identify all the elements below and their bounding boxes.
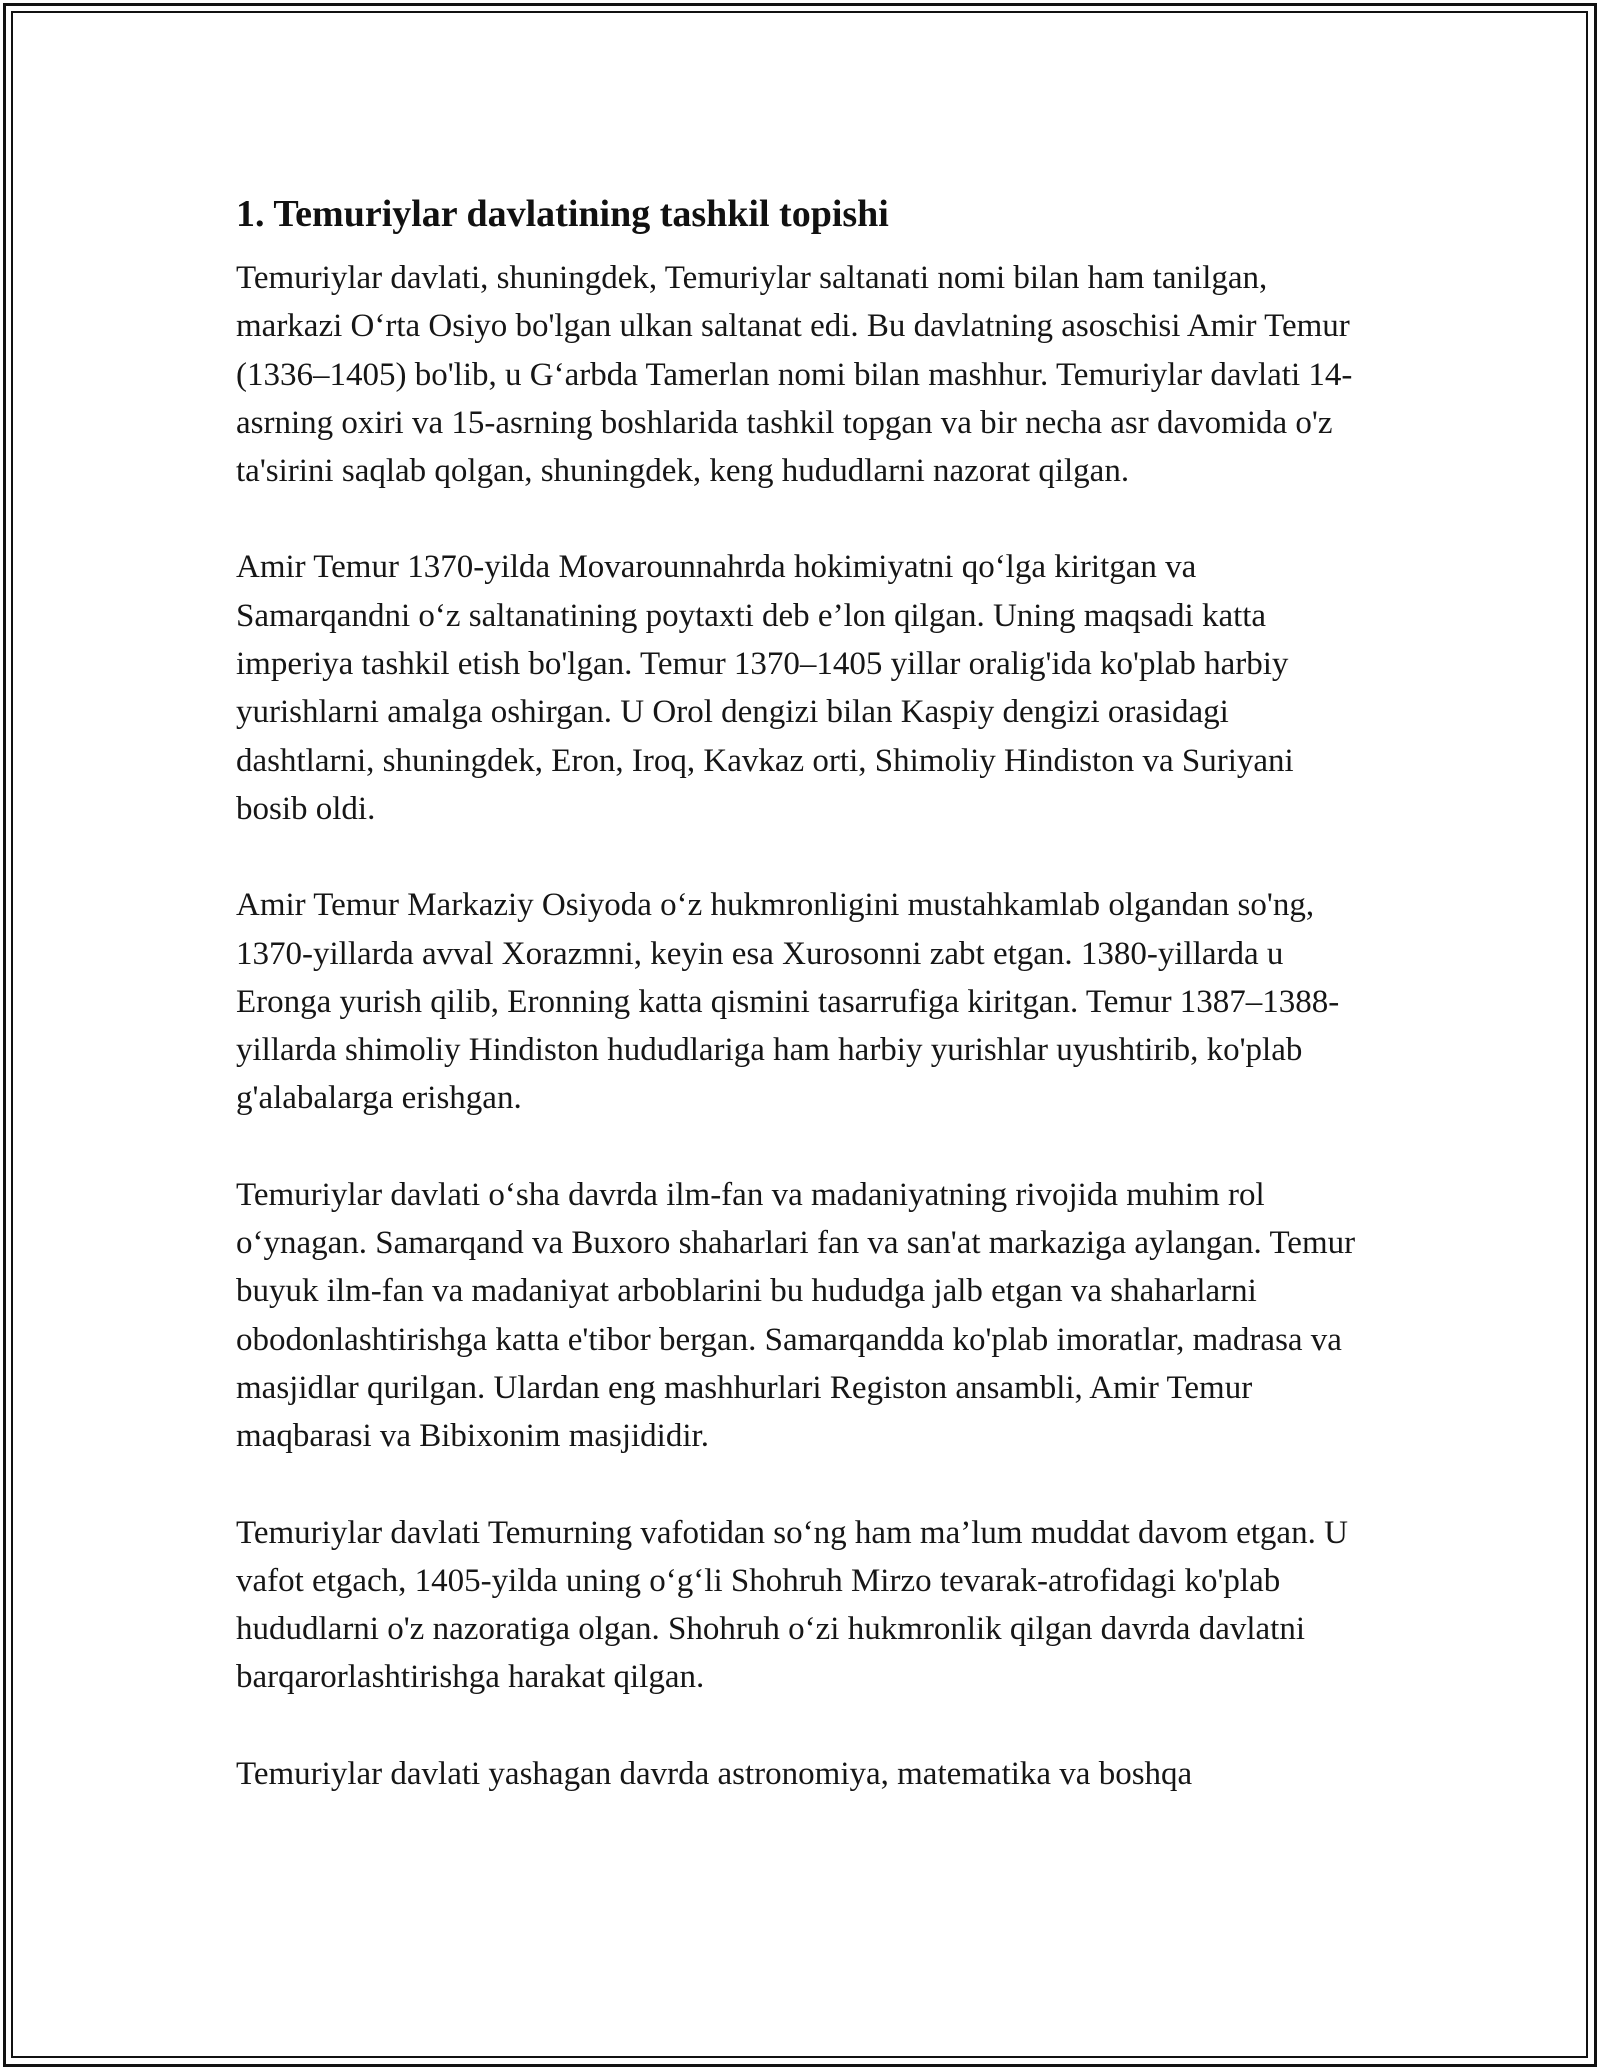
paragraph-3: Amir Temur Markaziy Osiyoda o‘z hukmronligini mustahkamlab olgandan so'ng, 1370-yillarda avval Xorazmni, keyin esa Xurosonni zabt etgan. 1380-yillarda u Eronga yurish qilib, Eronning katta qismini tasarrufiga kiritgan. Temur 1387–1388-yillarda shimoliy Hindiston hududlariga ham harbiy yurishlar uyushtirib, ko'plab g'alabalarga erishgan. [236,887,1340,1117]
section-heading: 1. Temuriylar davlatining tashkil topishi [236,193,889,235]
paragraph-5: Temuriylar davlati Temurning vafotidan so‘ng ham ma’lum muddat davom etgan. U vafot etgach, 1405-yilda uning o‘g‘li Shohruh Mirzo tevarak-atrofidagi ko'plab hududlarni o'z nazoratiga olgan. Shohruh o‘zi hukmronlik qilgan davrda davlatni barqarorlashtirishga harakat qilgan. [236,1514,1348,1696]
paragraph-6: Temuriylar davlati yashagan davrda astronomiya, matematika va boshqa [236,1755,1193,1792]
document-body [236,188,1364,1798]
paragraph-1: Temuriylar davlati, shuningdek, Temuriylar saltanati nomi bilan ham tanilgan, markazi O‘rta Osiyo bo'lgan ulkan saltanat edi. Bu davlatning asoschisi Amir Temur (1336–1405) bo'lib, u G‘arbda Tamerlan nomi bilan mashhur. Temuriylar davlati 14-asrning oxiri va 15-asrning boshlarida tashkil topgan va bir necha asr davomida o'z ta'sirini saqlab qolgan, shuningdek, keng hududlarni nazorat qilgan. [236,260,1353,490]
paragraph-4: Temuriylar davlati o‘sha davrda ilm-fan va madaniyatning rivojida muhim rol o‘ynagan. Samarqand va Buxoro shaharlari fan va san'at markaziga aylangan. Temur buyuk ilm-fan va madaniyat arboblarini bu hududga jalb etgan va shaharlarni obodonlashtirishga katta e'tibor bergan. Samarqandda ko'plab imoratlar, madrasa va masjidlar qurilgan. Ulardan eng mashhurlari Registon ansambli, Amir Temur maqbarasi va Bibixonim masjididir. [236,1176,1356,1455]
paragraph-2: Amir Temur 1370-yilda Movarounnahrda hokimiyatni qo‘lga kiritgan va Samarqandni o‘z saltanatining poytaxti deb e’lon qilgan. Uning maqsadi katta imperiya tashkil etish bo'lgan. Temur 1370–1405 yillar oralig'ida ko'plab harbiy yurishlarni amalga oshirgan. U Orol dengizi bilan Kaspiy dengizi orasidagi dashtlarni, shuningdek, Eron, Iroq, Kavkaz orti, Shimoliy Hindiston va Suriyani bosib oldi. [236,549,1294,827]
